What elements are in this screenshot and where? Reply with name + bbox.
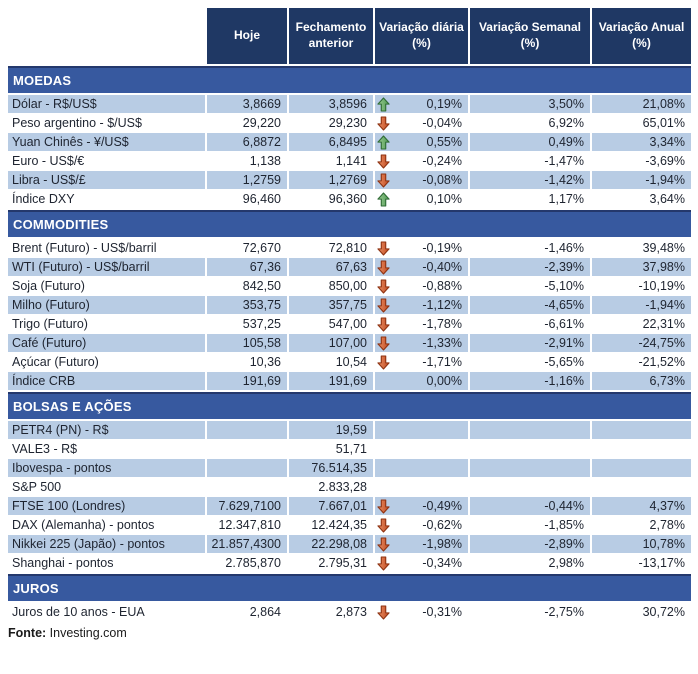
cell-fechamento-anterior: 191,69: [287, 372, 373, 390]
cell-hoje: 67,36: [205, 258, 287, 276]
cell-fechamento-anterior: 22.298,08: [287, 535, 373, 553]
table-row: [8, 258, 691, 276]
source-label: Fonte:: [8, 626, 47, 640]
arrow-up-icon: [377, 135, 391, 150]
row-label: Yuan Chinês - ¥/US$: [8, 133, 205, 151]
cell-hoje: 353,75: [205, 296, 287, 314]
arrow-down-icon: [377, 499, 391, 514]
cell-variacao-anual: 22,31%: [590, 315, 691, 333]
cell-variacao-anual: -3,69%: [590, 152, 691, 170]
arrow-down-icon: [377, 173, 391, 188]
row-label: FTSE 100 (Londres): [8, 497, 205, 515]
table-row: [8, 459, 691, 477]
cell-variacao-anual: 30,72%: [590, 603, 691, 621]
cell-variacao-semanal: -1,46%: [468, 239, 590, 257]
table-row: [8, 334, 691, 352]
variacao-diaria-value: 0,55%: [426, 135, 462, 149]
cell-variacao-semanal: -1,16%: [468, 372, 590, 390]
variacao-diaria-value: -1,12%: [422, 298, 462, 312]
cell-variacao-diaria: [373, 535, 468, 553]
cell-hoje: 3,8669: [205, 95, 287, 113]
cell-variacao-diaria: [373, 258, 468, 276]
cell-variacao-diaria: [373, 152, 468, 170]
cell-variacao-anual: -24,75%: [590, 334, 691, 352]
cell-variacao-diaria: [373, 554, 468, 572]
cell-hoje: [205, 440, 287, 458]
cell-variacao-anual: [590, 478, 691, 496]
column-header-fechamento-anterior: Fechamento anterior: [287, 8, 373, 64]
cell-hoje: 191,69: [205, 372, 287, 390]
column-header-variacao-diaria: Variação diária (%): [373, 8, 468, 64]
cell-variacao-diaria: [373, 440, 468, 458]
section-header-juros: [8, 574, 691, 601]
cell-variacao-anual: 6,73%: [590, 372, 691, 390]
arrow-down-icon: [377, 298, 391, 313]
column-header-hoje: Hoje: [205, 8, 287, 64]
cell-variacao-semanal: 1,17%: [468, 190, 590, 208]
cell-variacao-semanal: -1,85%: [468, 516, 590, 534]
table-row: [8, 372, 691, 390]
cell-fechamento-anterior: 2,873: [287, 603, 373, 621]
row-label: Trigo (Futuro): [8, 315, 205, 333]
row-label: Dólar - R$/US$: [8, 95, 205, 113]
arrow-down-icon: [377, 260, 391, 275]
row-label: Libra - US$/£: [8, 171, 205, 189]
arrow-down-icon: [377, 336, 391, 351]
arrow-down-icon: [377, 317, 391, 332]
section-title: BOLSAS E AÇÕES: [13, 399, 132, 414]
cell-fechamento-anterior: 107,00: [287, 334, 373, 352]
variacao-diaria-value: -0,49%: [422, 499, 462, 513]
row-label: Euro - US$/€: [8, 152, 205, 170]
row-label: Ibovespa - pontos: [8, 459, 205, 477]
cell-variacao-anual: 3,34%: [590, 133, 691, 151]
row-label: WTI (Futuro) - US$/barril: [8, 258, 205, 276]
table-row: [8, 478, 691, 496]
cell-variacao-semanal: 0,49%: [468, 133, 590, 151]
cell-hoje: 96,460: [205, 190, 287, 208]
cell-variacao-semanal: -1,47%: [468, 152, 590, 170]
cell-variacao-diaria: [373, 171, 468, 189]
cell-fechamento-anterior: 51,71: [287, 440, 373, 458]
variacao-diaria-value: -0,24%: [422, 154, 462, 168]
cell-fechamento-anterior: 96,360: [287, 190, 373, 208]
cell-fechamento-anterior: 2.833,28: [287, 478, 373, 496]
cell-variacao-semanal: -5,10%: [468, 277, 590, 295]
row-label: DAX (Alemanha) - pontos: [8, 516, 205, 534]
arrow-up-icon: [377, 192, 391, 207]
cell-hoje: [205, 459, 287, 477]
table-row: [8, 171, 691, 189]
cell-variacao-anual: -10,19%: [590, 277, 691, 295]
arrow-down-icon: [377, 355, 391, 370]
cell-variacao-diaria: [373, 133, 468, 151]
table-row: [8, 296, 691, 314]
cell-fechamento-anterior: 547,00: [287, 315, 373, 333]
arrow-down-icon: [377, 518, 391, 533]
cell-fechamento-anterior: 1,141: [287, 152, 373, 170]
cell-hoje: 10,36: [205, 353, 287, 371]
column-header-variacao-semanal: Variação Semanal (%): [468, 8, 590, 64]
table-row: [8, 114, 691, 132]
variacao-diaria-value: -0,04%: [422, 116, 462, 130]
cell-variacao-semanal: [468, 421, 590, 439]
cell-variacao-anual: -1,94%: [590, 296, 691, 314]
cell-hoje: [205, 478, 287, 496]
source-value: Investing.com: [46, 626, 127, 640]
table-row: [8, 353, 691, 371]
cell-variacao-anual: 65,01%: [590, 114, 691, 132]
cell-variacao-semanal: [468, 459, 590, 477]
arrow-down-icon: [377, 537, 391, 552]
cell-hoje: 1,2759: [205, 171, 287, 189]
table-row: [8, 554, 691, 572]
row-label: Brent (Futuro) - US$/barril: [8, 239, 205, 257]
table-row: [8, 190, 691, 208]
table-row: [8, 535, 691, 553]
table-row: [8, 516, 691, 534]
row-label: Peso argentino - $/US$: [8, 114, 205, 132]
row-label: Açúcar (Futuro): [8, 353, 205, 371]
cell-variacao-diaria: [373, 372, 468, 390]
row-label: Índice CRB: [8, 372, 205, 390]
cell-variacao-diaria: [373, 95, 468, 113]
cell-hoje: 105,58: [205, 334, 287, 352]
cell-hoje: 7.629,7100: [205, 497, 287, 515]
cell-fechamento-anterior: 19,59: [287, 421, 373, 439]
row-label: Juros de 10 anos - EUA: [8, 603, 205, 621]
cell-hoje: [205, 421, 287, 439]
cell-hoje: 21.857,4300: [205, 535, 287, 553]
variacao-diaria-value: 0,00%: [426, 374, 462, 388]
cell-hoje: 29,220: [205, 114, 287, 132]
cell-fechamento-anterior: 67,63: [287, 258, 373, 276]
cell-hoje: 2,864: [205, 603, 287, 621]
table-row: [8, 239, 691, 257]
section-title: MOEDAS: [13, 73, 72, 88]
cell-variacao-semanal: -2,91%: [468, 334, 590, 352]
table-header-row: [8, 8, 691, 64]
row-label: Nikkei 225 (Japão) - pontos: [8, 535, 205, 553]
cell-variacao-semanal: [468, 478, 590, 496]
no-arrow-placeholder: [377, 480, 391, 495]
cell-fechamento-anterior: 72,810: [287, 239, 373, 257]
arrow-down-icon: [377, 556, 391, 571]
row-label: S&P 500: [8, 478, 205, 496]
cell-variacao-diaria: [373, 296, 468, 314]
cell-variacao-semanal: 3,50%: [468, 95, 590, 113]
cell-variacao-diaria: [373, 478, 468, 496]
table-row: [8, 421, 691, 439]
cell-hoje: 1,138: [205, 152, 287, 170]
no-arrow-placeholder: [377, 442, 391, 457]
cell-fechamento-anterior: 12.424,35: [287, 516, 373, 534]
cell-fechamento-anterior: 3,8596: [287, 95, 373, 113]
variacao-diaria-value: -1,78%: [422, 317, 462, 331]
table-row: [8, 277, 691, 295]
row-label: Café (Futuro): [8, 334, 205, 352]
no-arrow-placeholder: [377, 374, 391, 389]
cell-variacao-anual: -13,17%: [590, 554, 691, 572]
cell-variacao-anual: [590, 440, 691, 458]
arrow-down-icon: [377, 116, 391, 131]
variacao-diaria-value: -0,40%: [422, 260, 462, 274]
row-label: PETR4 (PN) - R$: [8, 421, 205, 439]
cell-variacao-diaria: [373, 334, 468, 352]
cell-variacao-semanal: -1,42%: [468, 171, 590, 189]
cell-variacao-anual: 10,78%: [590, 535, 691, 553]
cell-variacao-diaria: [373, 421, 468, 439]
variacao-diaria-value: -0,08%: [422, 173, 462, 187]
cell-variacao-semanal: -5,65%: [468, 353, 590, 371]
cell-variacao-diaria: [373, 497, 468, 515]
cell-variacao-anual: 21,08%: [590, 95, 691, 113]
cell-fechamento-anterior: 850,00: [287, 277, 373, 295]
table-row: [8, 152, 691, 170]
cell-fechamento-anterior: 1,2769: [287, 171, 373, 189]
table-row: [8, 315, 691, 333]
cell-variacao-semanal: -2,75%: [468, 603, 590, 621]
table-row: [8, 497, 691, 515]
cell-variacao-anual: -21,52%: [590, 353, 691, 371]
arrow-down-icon: [377, 279, 391, 294]
section-header-moedas: [8, 66, 691, 93]
table-row: [8, 440, 691, 458]
variacao-diaria-value: -1,33%: [422, 336, 462, 350]
no-arrow-placeholder: [377, 423, 391, 438]
cell-fechamento-anterior: 357,75: [287, 296, 373, 314]
cell-variacao-anual: [590, 421, 691, 439]
cell-hoje: 6,8872: [205, 133, 287, 151]
section-title: JUROS: [13, 581, 59, 596]
cell-variacao-anual: 4,37%: [590, 497, 691, 515]
arrow-down-icon: [377, 154, 391, 169]
variacao-diaria-value: -1,71%: [422, 355, 462, 369]
row-label: Soja (Futuro): [8, 277, 205, 295]
cell-fechamento-anterior: 7.667,01: [287, 497, 373, 515]
cell-variacao-diaria: [373, 516, 468, 534]
variacao-diaria-value: -0,34%: [422, 556, 462, 570]
section-header-commodities: [8, 210, 691, 237]
cell-variacao-semanal: 2,98%: [468, 554, 590, 572]
cell-variacao-diaria: [373, 353, 468, 371]
table-row: [8, 133, 691, 151]
market-table-body: [8, 66, 691, 621]
variacao-diaria-value: -0,19%: [422, 241, 462, 255]
cell-variacao-semanal: 6,92%: [468, 114, 590, 132]
section-header-bolsas-e-acoes: [8, 392, 691, 419]
cell-variacao-diaria: [373, 277, 468, 295]
variacao-diaria-value: -1,98%: [422, 537, 462, 551]
cell-fechamento-anterior: 2.795,31: [287, 554, 373, 572]
cell-variacao-diaria: [373, 603, 468, 621]
cell-variacao-semanal: -2,39%: [468, 258, 590, 276]
arrow-up-icon: [377, 97, 391, 112]
cell-variacao-anual: 37,98%: [590, 258, 691, 276]
row-label: Índice DXY: [8, 190, 205, 208]
variacao-diaria-value: -0,31%: [422, 605, 462, 619]
cell-variacao-diaria: [373, 114, 468, 132]
cell-variacao-anual: -1,94%: [590, 171, 691, 189]
table-row: [8, 95, 691, 113]
source-note: [8, 626, 691, 640]
cell-hoje: 842,50: [205, 277, 287, 295]
arrow-down-icon: [377, 241, 391, 256]
cell-variacao-diaria: [373, 315, 468, 333]
row-label: Shanghai - pontos: [8, 554, 205, 572]
header-empty-cell: [8, 8, 205, 64]
cell-fechamento-anterior: 29,230: [287, 114, 373, 132]
arrow-down-icon: [377, 605, 391, 620]
column-header-variacao-anual: Variação Anual (%): [590, 8, 691, 64]
variacao-diaria-value: 0,10%: [426, 192, 462, 206]
section-title: COMMODITIES: [13, 217, 109, 232]
cell-variacao-diaria: [373, 459, 468, 477]
cell-fechamento-anterior: 6,8495: [287, 133, 373, 151]
cell-fechamento-anterior: 76.514,35: [287, 459, 373, 477]
table-row: [8, 603, 691, 621]
cell-variacao-semanal: -6,61%: [468, 315, 590, 333]
cell-variacao-anual: 2,78%: [590, 516, 691, 534]
cell-variacao-anual: 3,64%: [590, 190, 691, 208]
row-label: Milho (Futuro): [8, 296, 205, 314]
cell-variacao-semanal: [468, 440, 590, 458]
cell-fechamento-anterior: 10,54: [287, 353, 373, 371]
cell-variacao-diaria: [373, 239, 468, 257]
cell-variacao-semanal: -4,65%: [468, 296, 590, 314]
variacao-diaria-value: -0,88%: [422, 279, 462, 293]
cell-variacao-semanal: -2,89%: [468, 535, 590, 553]
no-arrow-placeholder: [377, 461, 391, 476]
variacao-diaria-value: -0,62%: [422, 518, 462, 532]
cell-variacao-semanal: -0,44%: [468, 497, 590, 515]
row-label: VALE3 - R$: [8, 440, 205, 458]
variacao-diaria-value: 0,19%: [426, 97, 462, 111]
cell-variacao-diaria: [373, 190, 468, 208]
cell-hoje: 2.785,870: [205, 554, 287, 572]
cell-hoje: 72,670: [205, 239, 287, 257]
cell-hoje: 12.347,810: [205, 516, 287, 534]
cell-variacao-anual: [590, 459, 691, 477]
cell-variacao-anual: 39,48%: [590, 239, 691, 257]
cell-hoje: 537,25: [205, 315, 287, 333]
